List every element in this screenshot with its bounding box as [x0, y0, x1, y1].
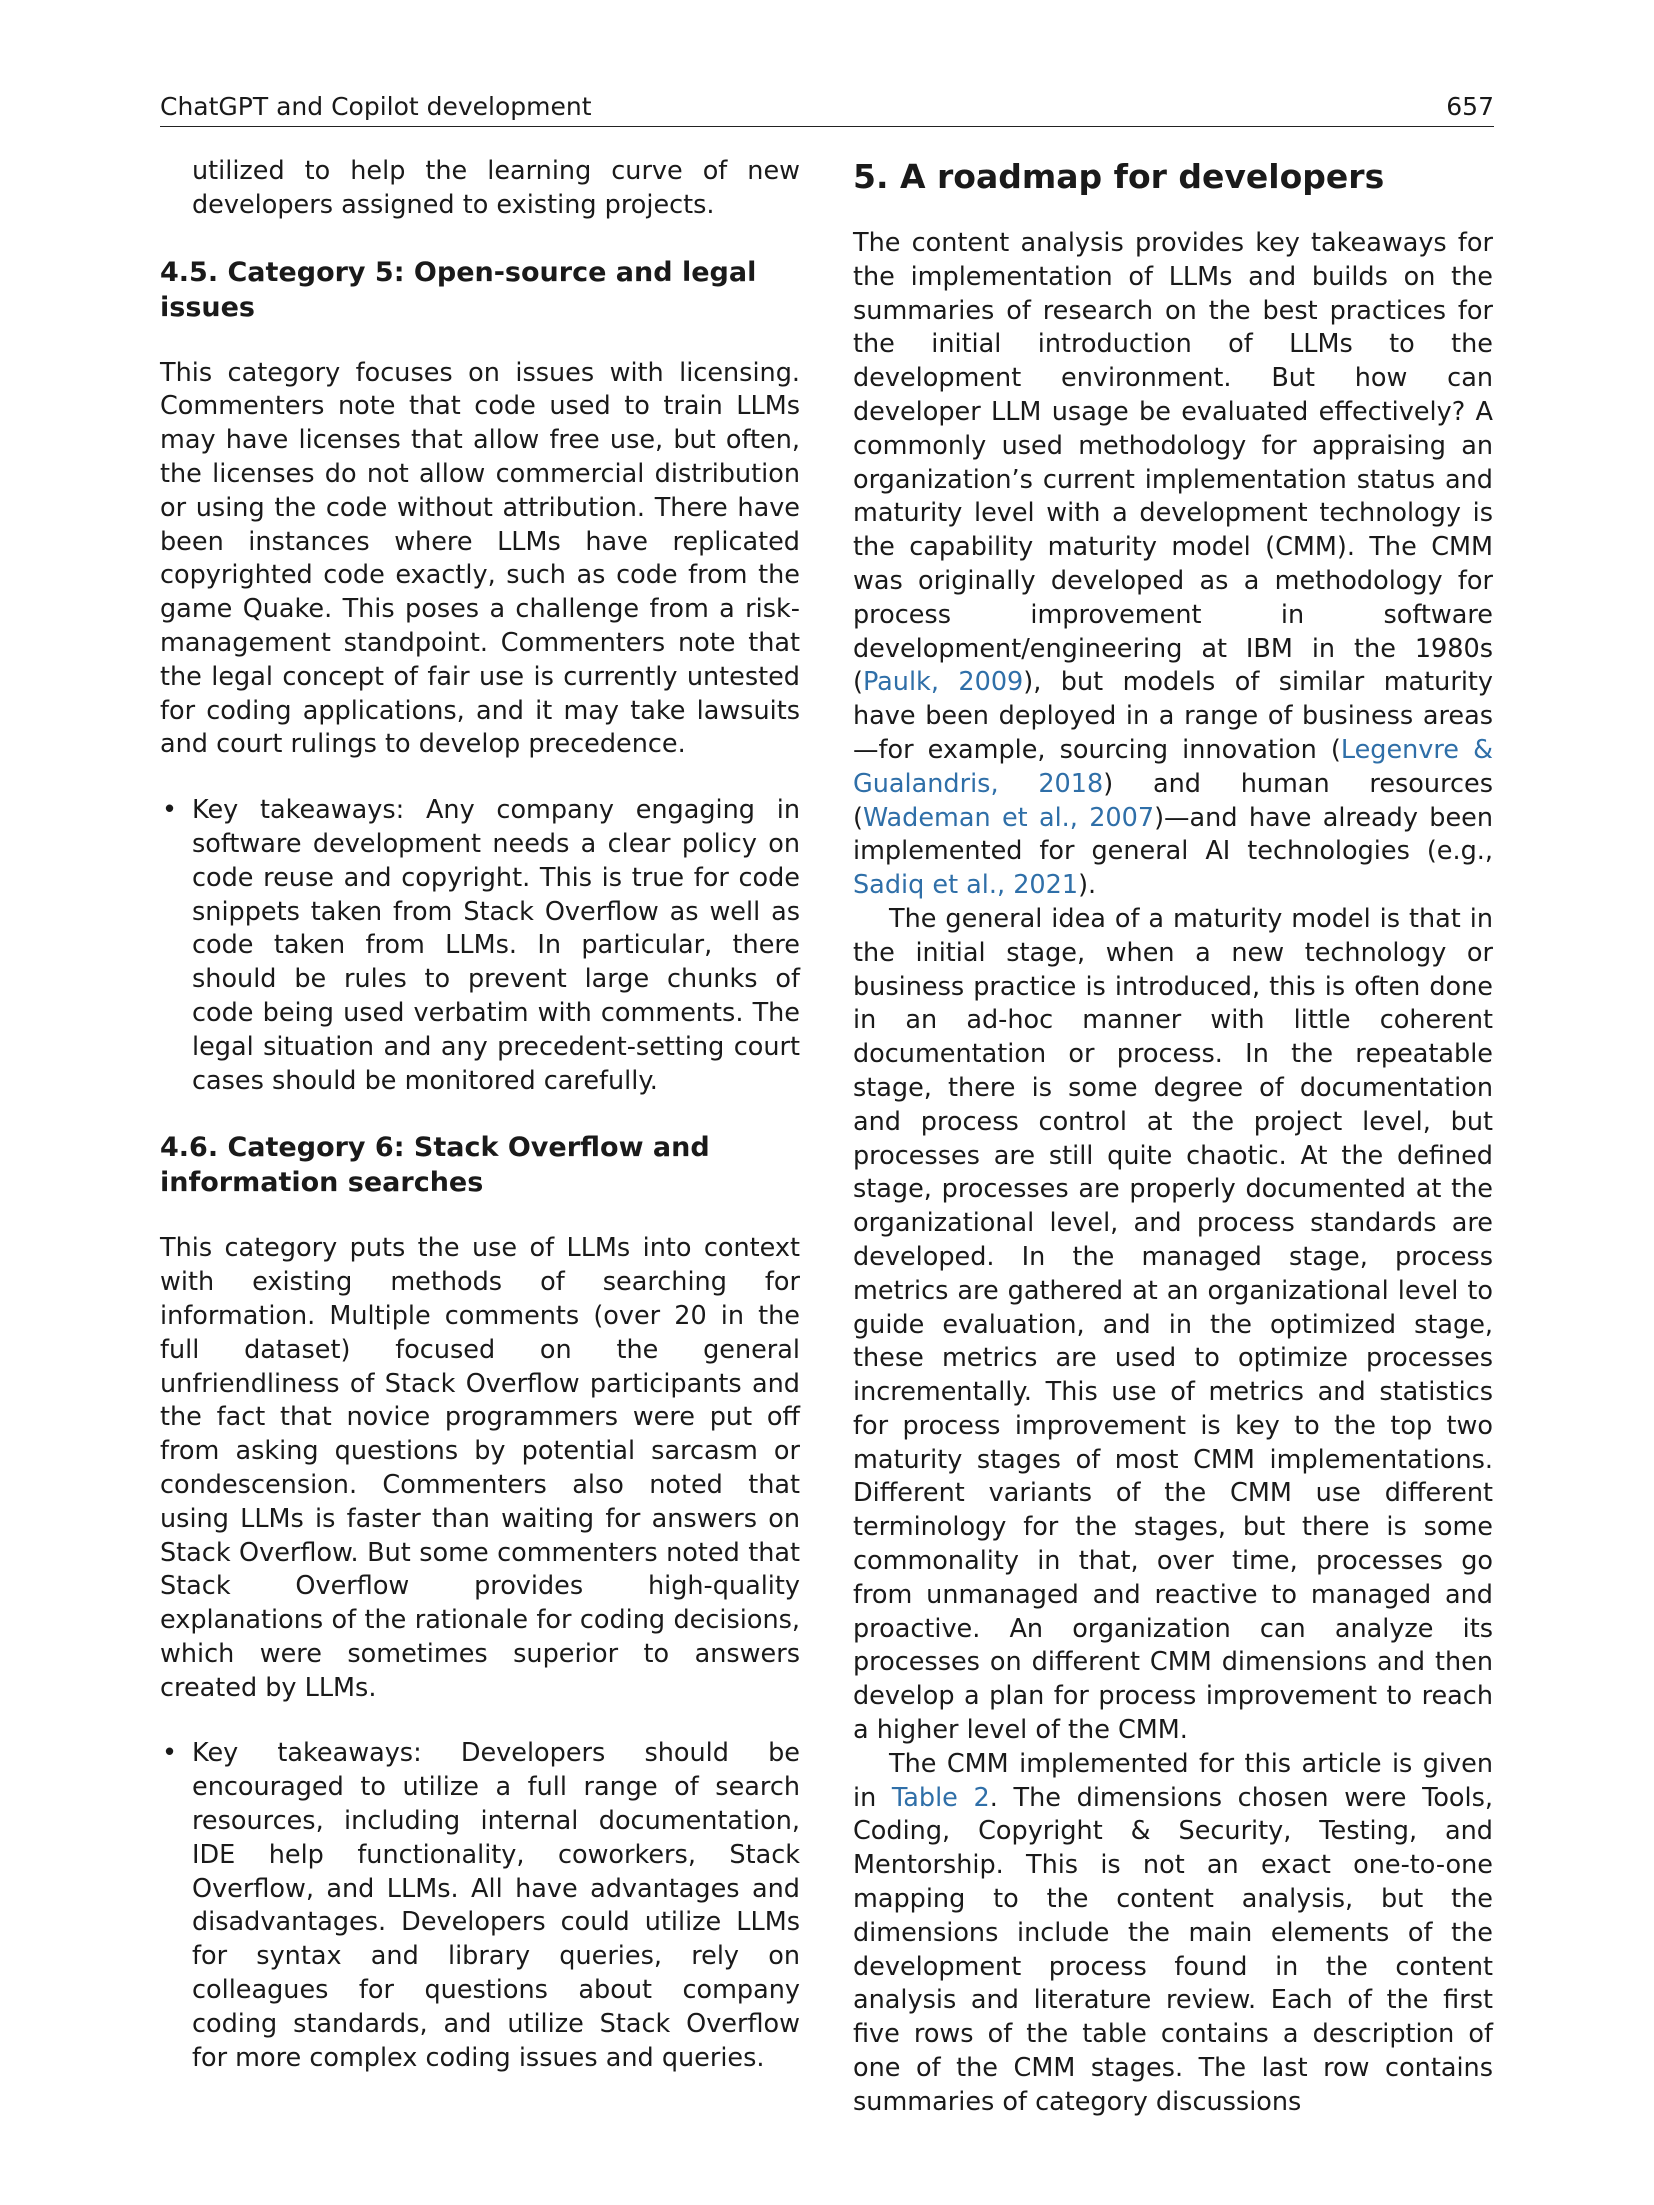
- bullet-icon: •: [162, 1738, 178, 1769]
- continued-bullet-text: utilized to help the learning curve of new developers assigned to existing projects.: [192, 156, 800, 220]
- bullet-icon: •: [162, 795, 178, 826]
- section-4-6-heading: 4.6. Category 6: Stack Overflow and information searches: [160, 1132, 710, 1199]
- takeaways-text: Key takeaways: Developers should be encouraged to utilize a full range of search resources, including internal documentation, IDE help functionality, coworkers, Stack Overflow, and LLMs. All have advantages and disadvantages. Developers could utilize LLMs for syntax and library queries, rely on colleagues for questions about company coding standards, and utilize Stack Overflow for more complex coding issues and queries.: [192, 1738, 800, 2073]
- right-column: [853, 155, 1493, 2120]
- running-header: [160, 88, 1494, 127]
- takeaways-text: Key takeaways: Any company engaging in software development needs a clear policy on code reuse and copyright. This is true for code snippets taken from Stack Overflow as well as code taken from LLMs. In particular, there should be rules to prevent large chunks of code being used verbatim with comments. The legal situation and any precedent-setting court cases should be monitored carefully.: [192, 795, 800, 1096]
- section-5-heading: 5. A roadmap for developers: [853, 157, 1385, 196]
- section-4-5-heading: 4.5. Category 5: Open-source and legal issues: [160, 256, 757, 323]
- section-5-paragraph-1: The content analysis provides key takeaways for the implementation of LLMs and builds on the summaries of research on the best practices for the initial introduction of LLMs to the development environment. But how can developer LLM usage be evaluated effectively? A commonly used methodology for appraising an organization’s current implementation status and maturity level with a development technology is the capability maturity model (CMM). The CMM was originally developed as a methodology for process improvement in software development/engineering at IBM in the 1980s (Paulk, 2009), but models of similar maturity have been deployed in a range of business areas—for example, sourcing innovation (Legenvre & Gualandris, 2018) and human resources (Wademan et al., 2007)—and have already been implemented for general AI technologies (e.g., Sadiq et al., 2021).: [853, 228, 1493, 901]
- section-4-5-takeaways: [160, 794, 800, 1098]
- citation-link[interactable]: Sadiq et al., 2021: [853, 870, 1079, 901]
- section-4-6-takeaways: [160, 1737, 800, 2075]
- section-4-5-body: This category focuses on issues with licensing. Commenters note that code used to train LLMs may have licenses that allow free use, but often, the licenses do not allow commercial distribution or using the code without attribution. There have been instances where LLMs have replicated copyrighted code exactly, such as code from the game Quake. This poses a challenge from a risk-management standpoint. Commenters note that the legal concept of fair use is currently untested for coding applications, and it may take lawsuits and court rulings to develop precedence.: [160, 357, 800, 760]
- left-column: [160, 155, 800, 2075]
- citation-link[interactable]: Paulk, 2009: [862, 667, 1024, 698]
- section-5-paragraph-3: The CMM implemented for this article is given in Table 2. The dimensions chosen were Tools, Coding, Copyright & Security, Testing, and Mentorship. This is not an exact one-to-one mapping to the content analysis, but the dimensions include the main elements of the development process found in the content analysis and literature review. Each of the first five rows of the table contains a description of one of the CMM stages. The last row contains summaries of category discussions: [853, 1748, 1494, 2117]
- section-5-paragraph-2: The general idea of a maturity model is that in the initial stage, when a new technology or business practice is introduced, this is often done in an ad-hoc manner with little coherent documentation or process. In the repeatable stage, there is some degree of documentation and process control at the project level, but processes are still quite chaotic. At the defined stage, processes are properly documented at the organizational level, and process standards are developed. In the managed stage, process metrics are gathered at an organizational level to guide evaluation, and in the optimized stage, these metrics are used to optimize processes incrementally. This use of metrics and statistics for process improvement is key to the top two maturity stages of most CMM implementations. Different variants of the CMM use different terminology for the stages, but there is some commonality in that, over time, processes go from unmanaged and reactive to managed and proactive. An organization can analyze its processes on different CMM dimensions and then develop a plan for process improvement to reach a higher level of the CMM.: [853, 903, 1493, 1746]
- citation-link[interactable]: Wademan et al., 2007: [862, 802, 1155, 833]
- section-4-6-body: This category puts the use of LLMs into context with existing methods of searching for information. Multiple comments (over 20 in the full dataset) focused on the general unfriendliness of Stack Overflow participants and the fact that novice programmers were put off from asking questions by potential sarcasm or condescension. Commenters also noted that using LLMs is faster than waiting for answers on Stack Overflow. But some commenters noted that Stack Overflow provides high-quality explanations of the rationale for coding decisions, which were sometimes superior to answers created by LLMs.: [160, 1233, 800, 1703]
- running-title: ChatGPT and Copilot development: [160, 92, 592, 121]
- citation-link[interactable]: Legenvre & Gualandris, 2018: [853, 734, 1493, 799]
- page-number: 657: [1446, 92, 1494, 121]
- table-reference-link[interactable]: Table 2: [891, 1782, 990, 1813]
